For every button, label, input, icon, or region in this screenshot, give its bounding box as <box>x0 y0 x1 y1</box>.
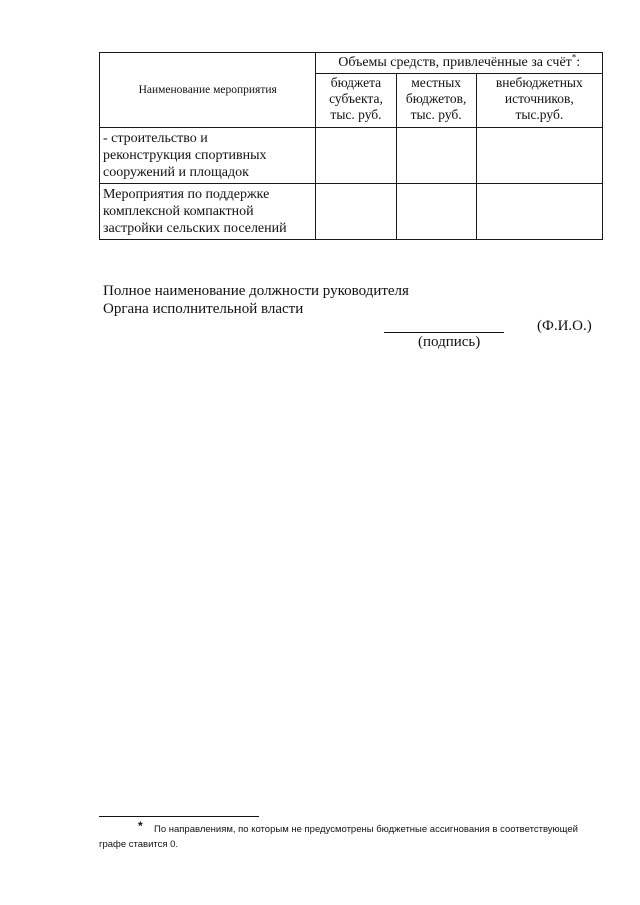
cell-local-budget <box>396 184 476 240</box>
cell-extrabudgetary <box>476 184 602 240</box>
footnote <box>99 819 608 852</box>
header-line: бюджетов, <box>405 91 467 106</box>
header-line: бюджета <box>330 75 382 90</box>
header-line: источников, <box>504 91 574 106</box>
position-title-line1: Полное наименование должности руководителя <box>103 283 409 299</box>
row-label-line: сооружений и площадок <box>103 165 249 180</box>
signature-line <box>384 331 504 333</box>
position-title-line2: Органа исполнительной власти <box>103 301 304 317</box>
header-line: тыс.руб. <box>515 107 564 122</box>
header-local-budget <box>396 74 476 128</box>
cell-local-budget <box>396 128 476 184</box>
cell-subject-budget <box>316 128 396 184</box>
row-label-line: - строительство и <box>103 131 208 146</box>
header-extrabudgetary <box>476 74 602 128</box>
row-label-line: комплексной компактной <box>103 204 254 219</box>
footnote-text-line1: По направлениям, по которым не предусмотрены бюджетные ассигнования в соответствующей <box>154 824 578 835</box>
header-funds-colon: : <box>576 55 581 70</box>
row-label-line: застройки сельских поселений <box>103 221 287 236</box>
header-event-name: Наименование мероприятия <box>100 53 316 128</box>
cell-subject-budget <box>316 184 396 240</box>
signature-caption: (подпись) <box>418 334 481 350</box>
footnote-divider <box>99 816 259 817</box>
row-label-sports-facilities <box>100 128 316 184</box>
row-label-line: Мероприятия по поддержке <box>103 187 270 202</box>
header-line: местных <box>411 75 462 90</box>
footnote-mark-ref: * <box>571 52 577 63</box>
header-line: внебюджетных <box>495 75 583 90</box>
header-line: субъекта, <box>329 91 383 106</box>
funds-table-container <box>99 52 603 240</box>
row-label-line: реконструкция спортивных <box>103 148 267 163</box>
footnote-text-line2: графе ставится 0. <box>99 839 179 850</box>
table-row <box>100 128 603 184</box>
header-subject-budget <box>316 74 396 128</box>
table-row <box>100 184 603 240</box>
table-header-row <box>100 53 603 74</box>
header-funds-title: Объемы средств, привлечённые за счёт <box>338 55 572 70</box>
footnote-mark: * <box>138 819 143 833</box>
header-funds-group <box>316 53 603 74</box>
header-line: тыс. руб. <box>330 107 382 122</box>
fio-label: (Ф.И.О.) <box>537 318 592 334</box>
position-title-block <box>103 282 603 318</box>
funds-table <box>99 52 603 240</box>
header-line: тыс. руб. <box>410 107 462 122</box>
cell-extrabudgetary <box>476 128 602 184</box>
row-label-compact-development <box>100 184 316 240</box>
